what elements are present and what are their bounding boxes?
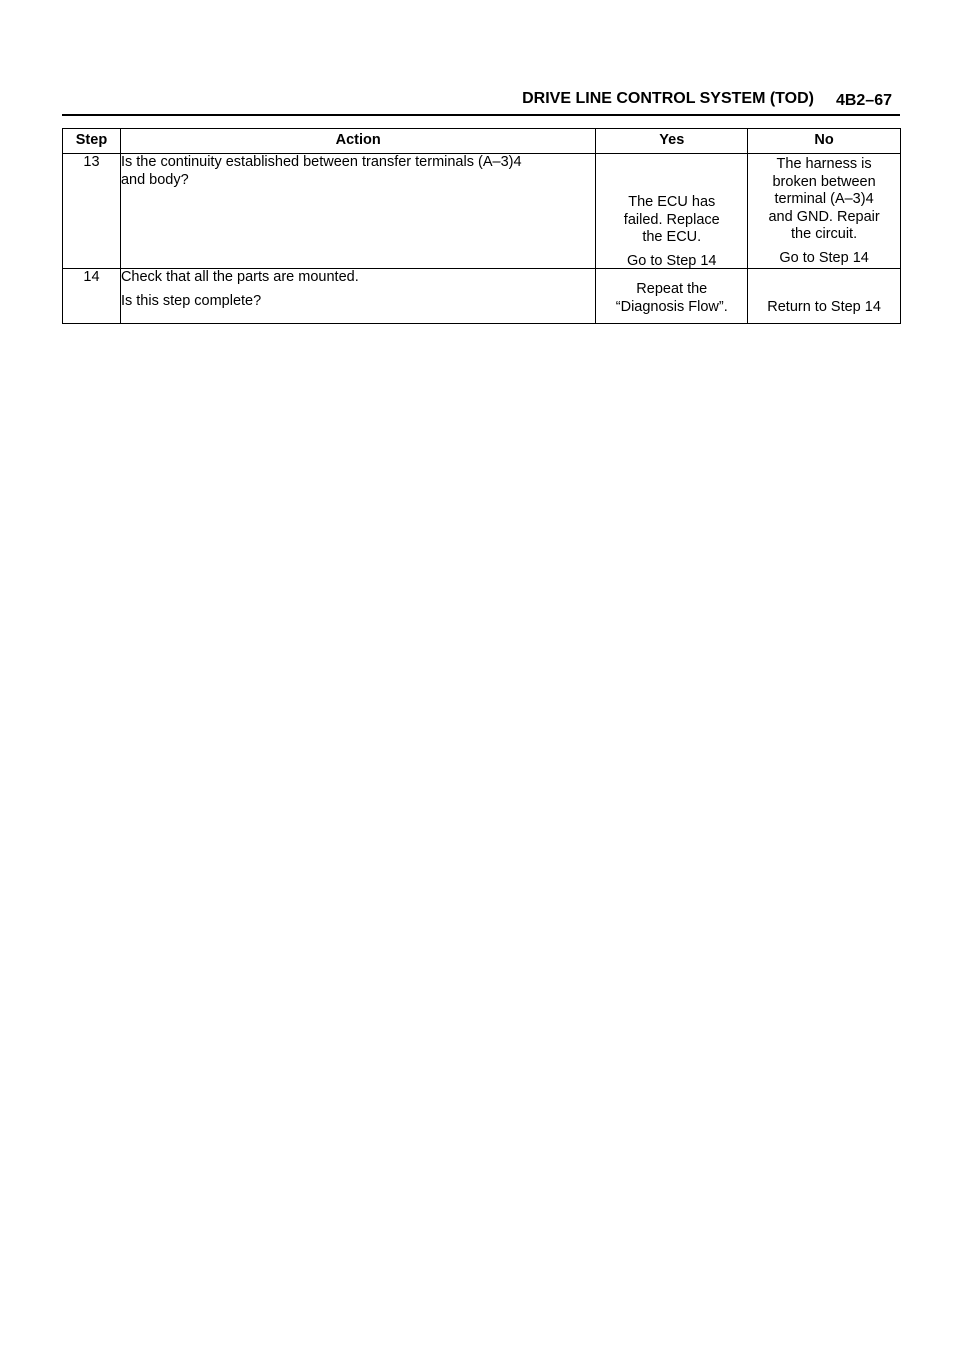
no-text: and GND. Repair [768, 208, 880, 225]
page-number: 4B2–67 [835, 92, 892, 109]
column-header-yes: Yes [596, 129, 748, 154]
step-number: 14 [63, 269, 121, 324]
table-row [63, 269, 901, 324]
no-text: terminal (A–3)4 [774, 191, 874, 207]
no-text: broken between [772, 173, 876, 190]
section-title: DRIVE LINE CONTROL SYSTEM (TOD) [522, 90, 814, 107]
column-header-step: Step [63, 129, 121, 154]
action-cell [120, 154, 595, 269]
action-text: and body? [120, 171, 189, 188]
no-text: The harness is [776, 156, 872, 172]
yes-cell [596, 269, 748, 324]
action-text: Check that all the parts are mounted. [120, 269, 359, 285]
yes-goto-text: Go to Step 14 [627, 252, 717, 269]
no-cell [748, 269, 901, 324]
no-text: Return to Step 14 [767, 299, 881, 315]
yes-text: Repeat the [636, 281, 708, 297]
yes-text: The ECU has [628, 194, 716, 210]
header-rule [62, 114, 900, 116]
table-header-row [63, 129, 901, 154]
page-header [62, 88, 900, 116]
no-goto-text: Go to Step 14 [779, 249, 869, 266]
action-text: Is the continuity established between transfer terminals (A–3)4 [120, 154, 522, 170]
yes-text: failed. Replace [623, 211, 720, 228]
step-number: 13 [63, 154, 121, 269]
yes-text: the ECU. [642, 229, 702, 245]
no-cell [748, 154, 901, 269]
no-text: the circuit. [791, 226, 858, 242]
action-text: Is this step complete? [120, 292, 262, 309]
column-header-no: No [748, 129, 901, 154]
yes-cell [596, 154, 748, 269]
action-cell [120, 269, 595, 324]
column-header-action: Action [120, 129, 595, 154]
yes-text: “Diagnosis Flow”. [615, 298, 728, 315]
table-row [63, 154, 901, 269]
diagnosis-table [62, 128, 901, 324]
